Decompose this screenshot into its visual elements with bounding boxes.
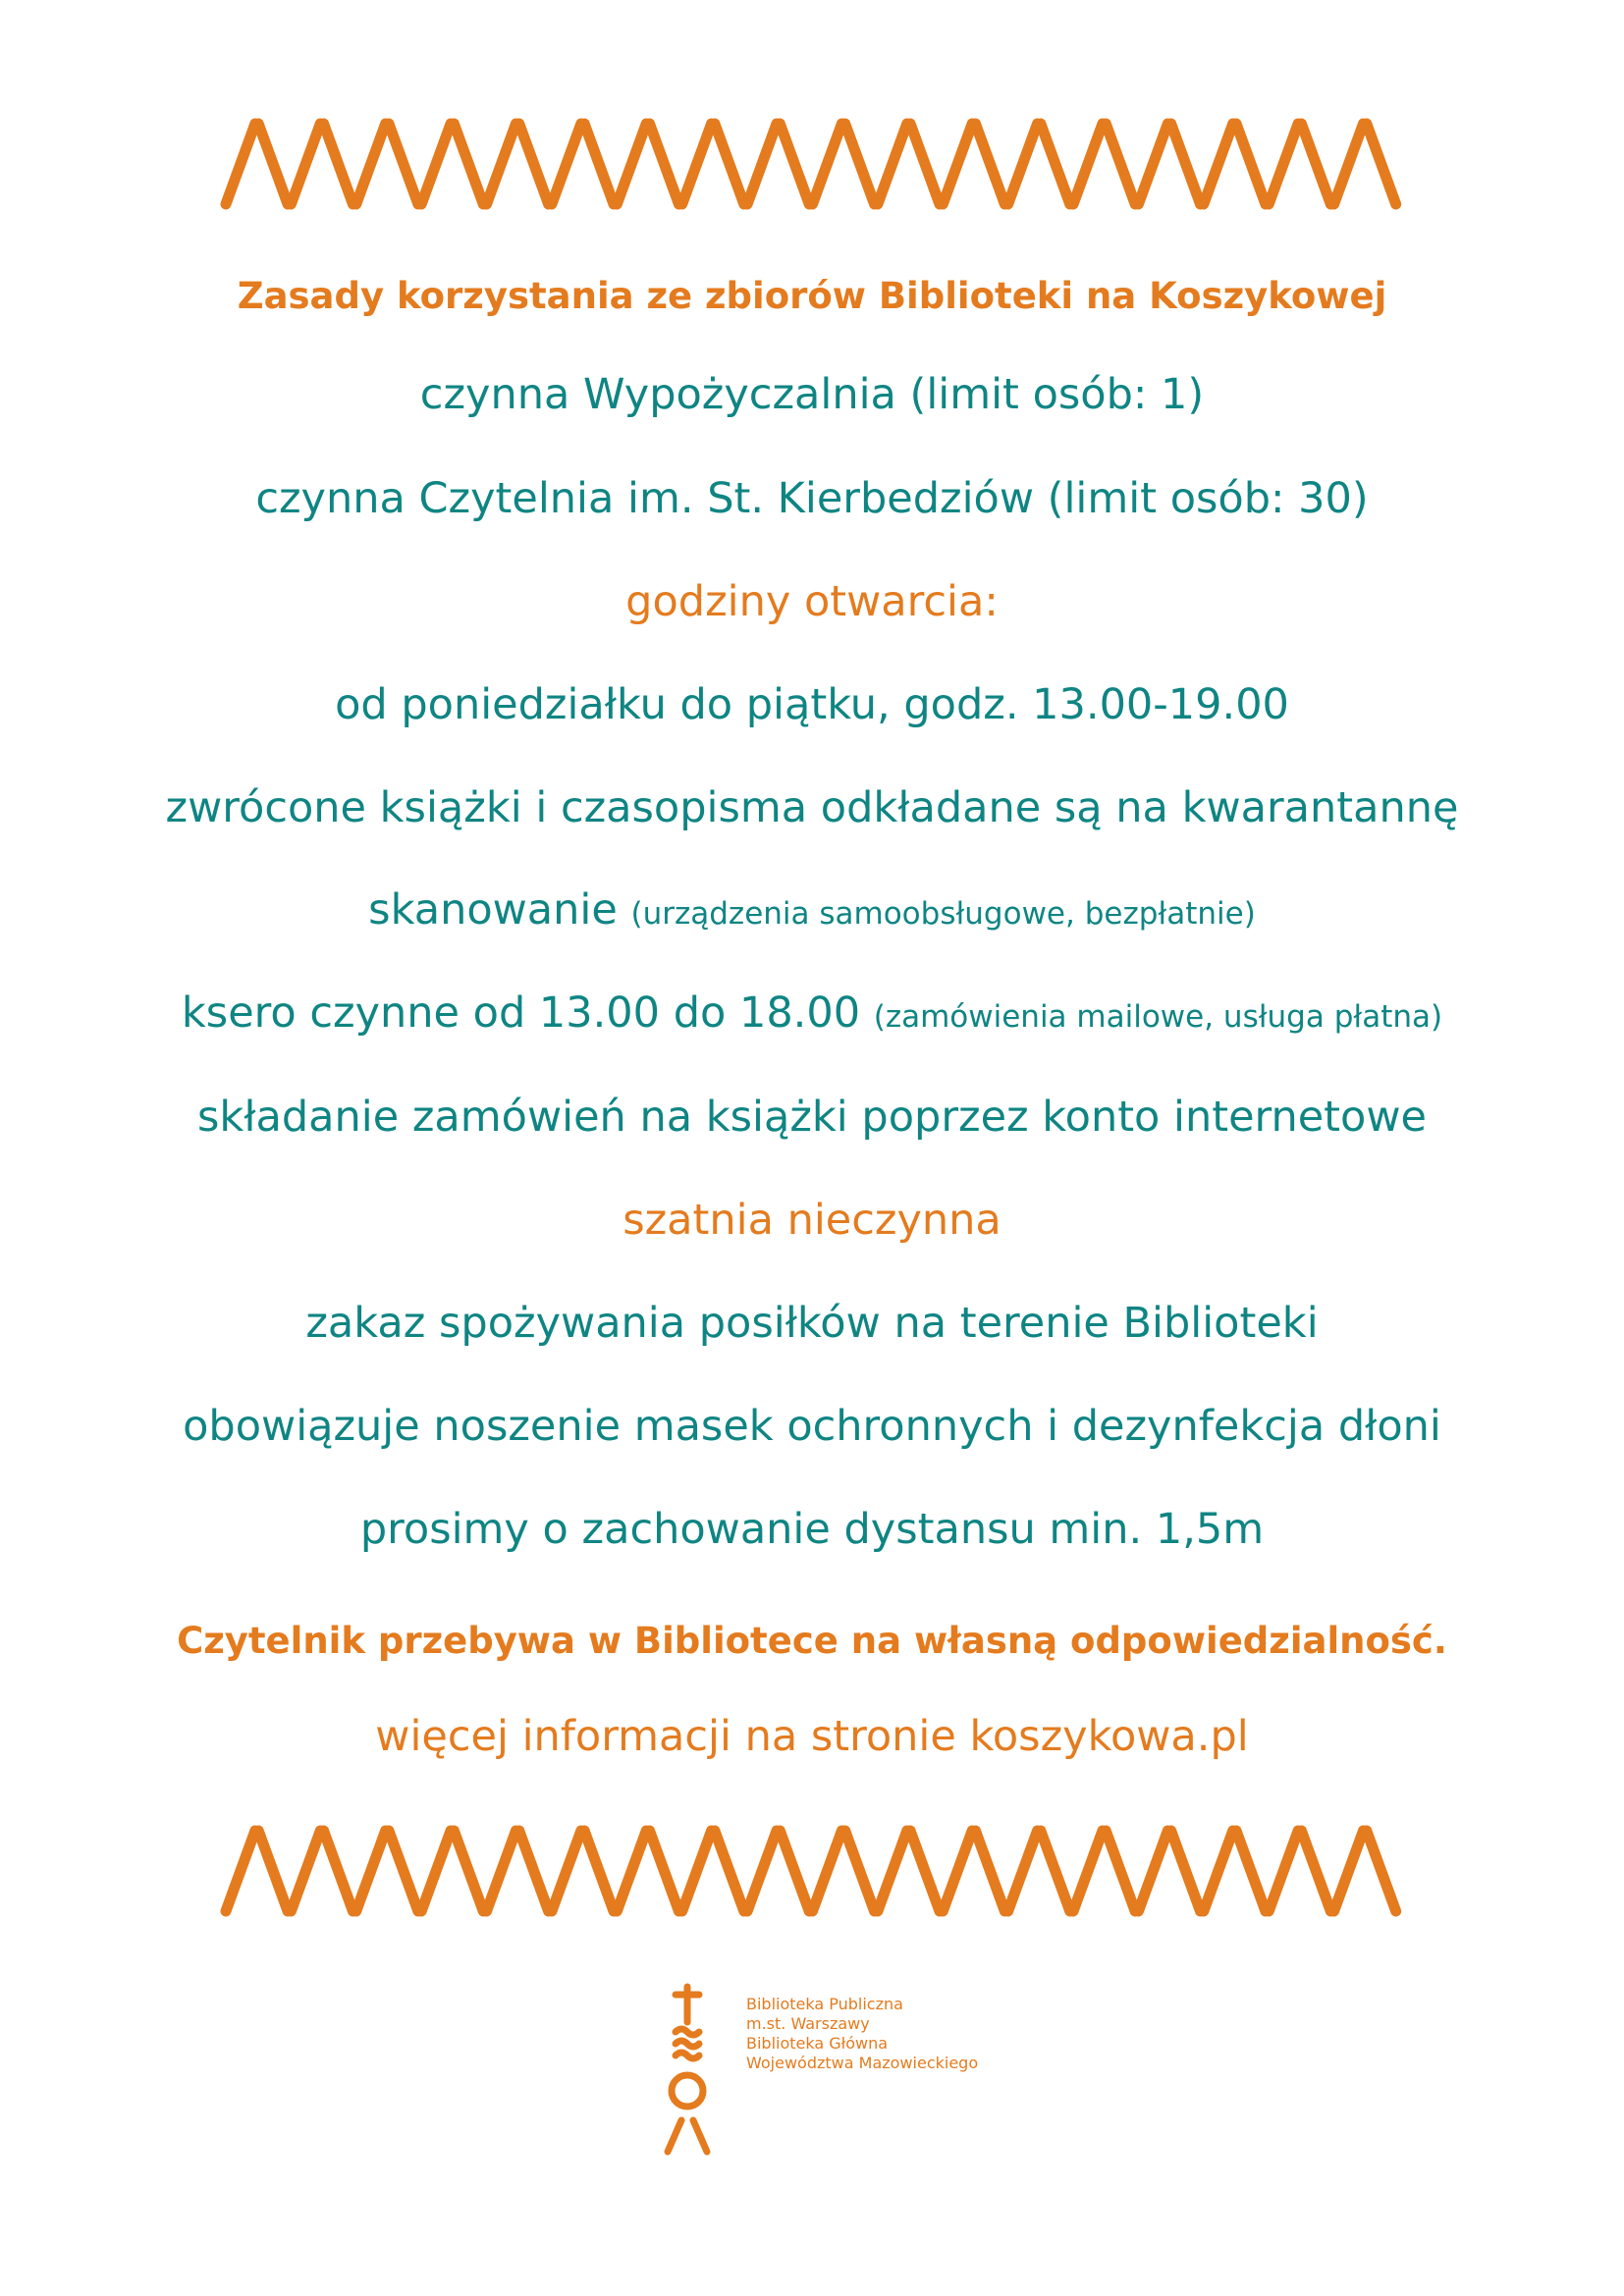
page-title: Zasady korzystania ze zbiorów Biblioteki na Koszykowej (237, 275, 1387, 317)
zigzag-stroke (1367, 124, 1396, 204)
zigzag-stroke (813, 124, 842, 204)
masks-line: obowiązuje noszenie masek ochronnych i dezynfekcja dłoni (183, 1402, 1441, 1451)
zigzag-stroke (878, 1831, 907, 1911)
distance-line: prosimy o zachowanie dystansu min. 1,5m (359, 1505, 1265, 1554)
logo-line-1: Biblioteka Publiczna (746, 1995, 903, 2013)
more-info-line: więcej informacji na stronie koszykowa.pl (375, 1712, 1249, 1761)
zigzag-stroke (454, 1831, 483, 1911)
zigzag-stroke (1106, 124, 1135, 204)
zigzag-stroke (1073, 1831, 1103, 1911)
zigzag-stroke (258, 1831, 288, 1911)
zigzag-stroke (813, 1831, 842, 1911)
zigzag-stroke (421, 124, 451, 204)
zigzag-stroke (226, 1831, 255, 1911)
zigzag-stroke (1041, 1831, 1070, 1911)
zigzag-stroke (1236, 124, 1266, 204)
zigzag-stroke (1269, 124, 1298, 204)
scanning-note: (urządzenia samoobsługowe, bezpłatnie) (630, 896, 1256, 932)
zigzag-stroke (617, 1831, 646, 1911)
zigzag-stroke (747, 124, 777, 204)
zigzag-stroke (910, 124, 940, 204)
zigzag-stroke (1269, 1831, 1298, 1911)
zigzag-stroke (780, 1831, 809, 1911)
zigzag-stroke (975, 124, 1004, 204)
zigzag-stroke (324, 124, 353, 204)
zigzag-stroke (519, 1831, 549, 1911)
zigzag-stroke (1236, 1831, 1266, 1911)
zigzag-stroke (1334, 1831, 1364, 1911)
zigzag-stroke (943, 1831, 972, 1911)
logo-line-3: Biblioteka Główna (746, 2034, 889, 2053)
zigzag-stroke (943, 124, 972, 204)
zigzag-stroke (389, 124, 418, 204)
zigzag-stroke (650, 1831, 679, 1911)
zigzag-stroke (584, 1831, 614, 1911)
zigzag-stroke (1171, 1831, 1201, 1911)
reading-room-line: czynna Czytelnia im. St. Kierbedziów (limit osób: 30) (255, 474, 1369, 523)
zigzag-stroke (584, 124, 614, 204)
zigzag-stroke (780, 124, 809, 204)
zigzag-stroke (226, 124, 255, 204)
zigzag-stroke (1138, 124, 1167, 204)
zigzag-stroke (747, 1831, 777, 1911)
hours-label: godziny otwarcia: (625, 577, 999, 626)
zigzag-stroke (291, 1831, 320, 1911)
zigzag-stroke (650, 124, 679, 204)
zigzag-stroke (454, 124, 483, 204)
zigzag-stroke (487, 1831, 516, 1911)
zigzag-stroke (1008, 124, 1038, 204)
quarantine-line: zwrócone książki i czasopisma odkładane są na kwarantannę (165, 783, 1459, 832)
zigzag-stroke (1334, 124, 1364, 204)
zigzag-stroke (1138, 1831, 1167, 1911)
zigzag-stroke (324, 1831, 353, 1911)
orders-line: składanie zamówień na książki poprzez konto internetowe (197, 1093, 1427, 1142)
scanning-text: skanowanie (368, 885, 618, 934)
food-line: zakaz spożywania posiłków na terenie Biblioteki (305, 1299, 1319, 1348)
copying-note: (zamówienia mailowe, usługa płatna) (873, 999, 1443, 1035)
zigzag-stroke (1301, 124, 1330, 204)
zigzag-stroke (421, 1831, 451, 1911)
zigzag-stroke (1041, 124, 1070, 204)
zigzag-stroke (617, 124, 646, 204)
zigzag-stroke (878, 124, 907, 204)
zigzag-stroke (1367, 1831, 1396, 1911)
zigzag-stroke (682, 124, 712, 204)
zigzag-stroke (552, 1831, 581, 1911)
library-logo-text (746, 1995, 978, 2073)
bottom-zigzag-decoration (0, 1823, 1624, 1921)
copying-text: ksero czynne od 13.00 do 18.00 (181, 988, 861, 1038)
zigzag-stroke (715, 1831, 744, 1911)
cloakroom-line: szatnia nieczynna (623, 1196, 1001, 1245)
top-zigzag-decoration (0, 116, 1624, 214)
zigzag-stroke (291, 124, 320, 204)
zigzag-stroke (1073, 124, 1103, 204)
zigzag-stroke (1106, 1831, 1135, 1911)
logo-line-4: Województwa Mazowieckiego (746, 2054, 979, 2072)
zigzag-stroke (487, 124, 516, 204)
zigzag-stroke (1204, 1831, 1233, 1911)
copying-line (0, 988, 1624, 1038)
lending-line: czynna Wypożyczalnia (limit osób: 1) (419, 370, 1205, 419)
scanning-line (0, 885, 1624, 934)
library-logo (648, 1983, 982, 2160)
zigzag-stroke (356, 1831, 386, 1911)
zigzag-stroke (356, 124, 386, 204)
hours-line: od poniedziałku do piątku, godz. 13.00-19.00 (335, 680, 1289, 729)
zigzag-stroke (975, 1831, 1004, 1911)
responsibility-line: Czytelnik przebywa w Bibliotece na własną odpowiedzialność. (177, 1620, 1447, 1662)
zigzag-stroke (715, 124, 744, 204)
zigzag-stroke (910, 1831, 940, 1911)
zigzag-stroke (682, 1831, 712, 1911)
zigzag-stroke (845, 1831, 875, 1911)
zigzag-stroke (1008, 1831, 1038, 1911)
zigzag-stroke (845, 124, 875, 204)
zigzag-stroke (1301, 1831, 1330, 1911)
zigzag-stroke (1204, 124, 1233, 204)
zigzag-stroke (258, 124, 288, 204)
library-logo-icon (648, 1983, 736, 2160)
logo-line-2: m.st. Warszawy (746, 2014, 870, 2033)
zigzag-stroke (519, 124, 549, 204)
zigzag-stroke (389, 1831, 418, 1911)
zigzag-stroke (552, 124, 581, 204)
zigzag-stroke (1171, 124, 1201, 204)
